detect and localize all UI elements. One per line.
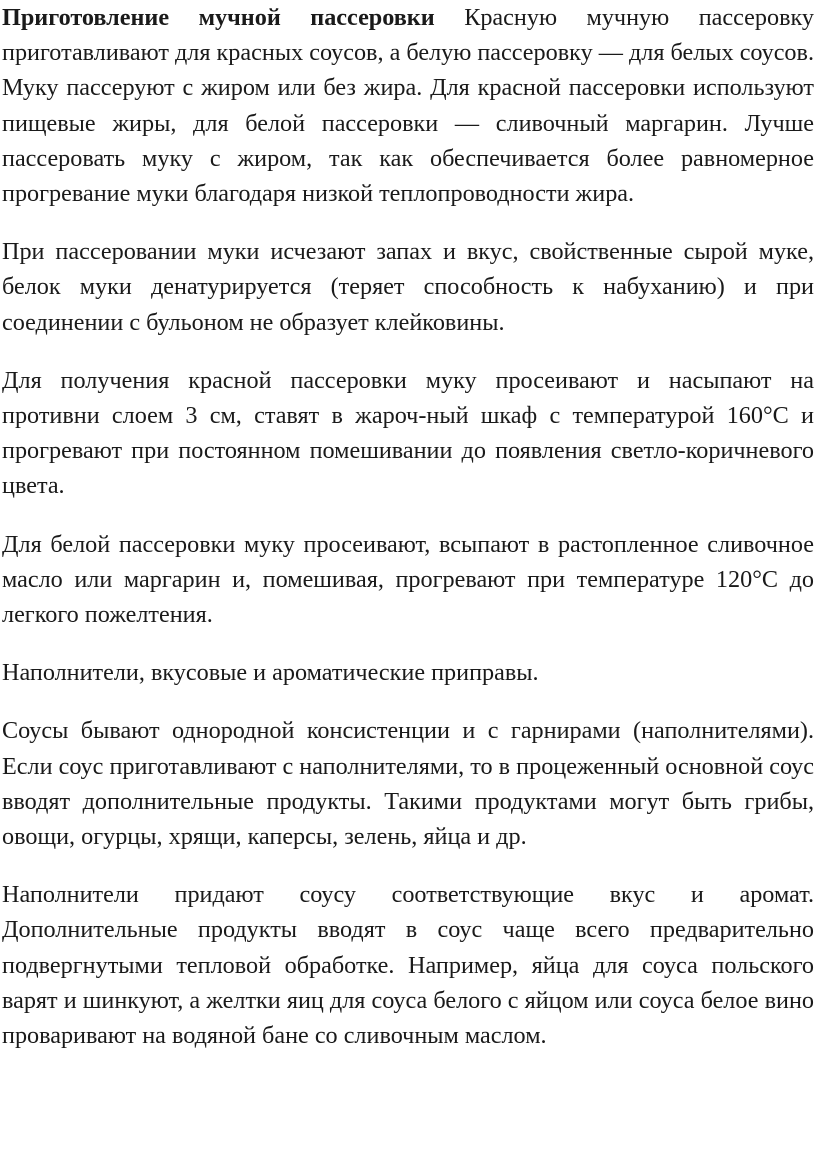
paragraph-6: Соусы бывают однородной консистенции и с гарнирами (наполнителями). Если соус приготавливают с наполнителями, то в процеженный основной соус вводят дополнительные продукты. Такими продуктами могут быть грибы, овощи, огурцы, хрящи, каперсы, зелень, яйца и др. [2, 717, 814, 851]
paragraph-1-text: Красную мучную пассеровку приготавливают для красных соусов, а белую пассеровку — для белых соусов. Муку пассеруют с жиром или без жира. Для красной пассеровки используют пищевые жиры, для белой пассеровки — сливочный маргарин. Лучше пассеровать муку с жиром, так как обеспечивается более равномерное прогревание муки благодаря низкой теплопроводности жира. [2, 4, 814, 208]
paragraph-3: Для получения красной пассеровки муку просеивают и насыпают на противни слоем 3 см, ставят в жароч-ный шкаф с температурой 160°С и прогревают при постоянном помешивании до появления светло-коричневого цвета. [2, 366, 814, 500]
paragraph-5: Наполнители, вкусовые и ароматические приправы. [2, 659, 539, 687]
paragraph-4: Для белой пассеровки муку просеивают, всыпают в растопленное сливочное масло или маргарин и, помешивая, прогревают при температуре 120°С до легкого пожелтения. [2, 530, 814, 629]
paragraph-7: Наполнители придают соусу соответствующие вкус и аромат. Дополнительные продукты вводят в соус чаще всего предварительно подвергнутыми тепловой обработке. Например, яйца для соуса польского варят и шинкуют, а желтки яиц для соуса белого с яйцом или соуса белое вино проваривают на водяной бане со сливочным маслом. [2, 881, 814, 1050]
section-heading: Приготовление мучной пассеровки [2, 4, 435, 31]
paragraph-1 [2, 0, 814, 211]
paragraph-2: При пассеровании муки исчезают запах и вкус, свойственные сырой муке, белок муки денатурируется (теряет способность к набуханию) и при соединении с бульоном не образует клейковины. [2, 238, 814, 336]
